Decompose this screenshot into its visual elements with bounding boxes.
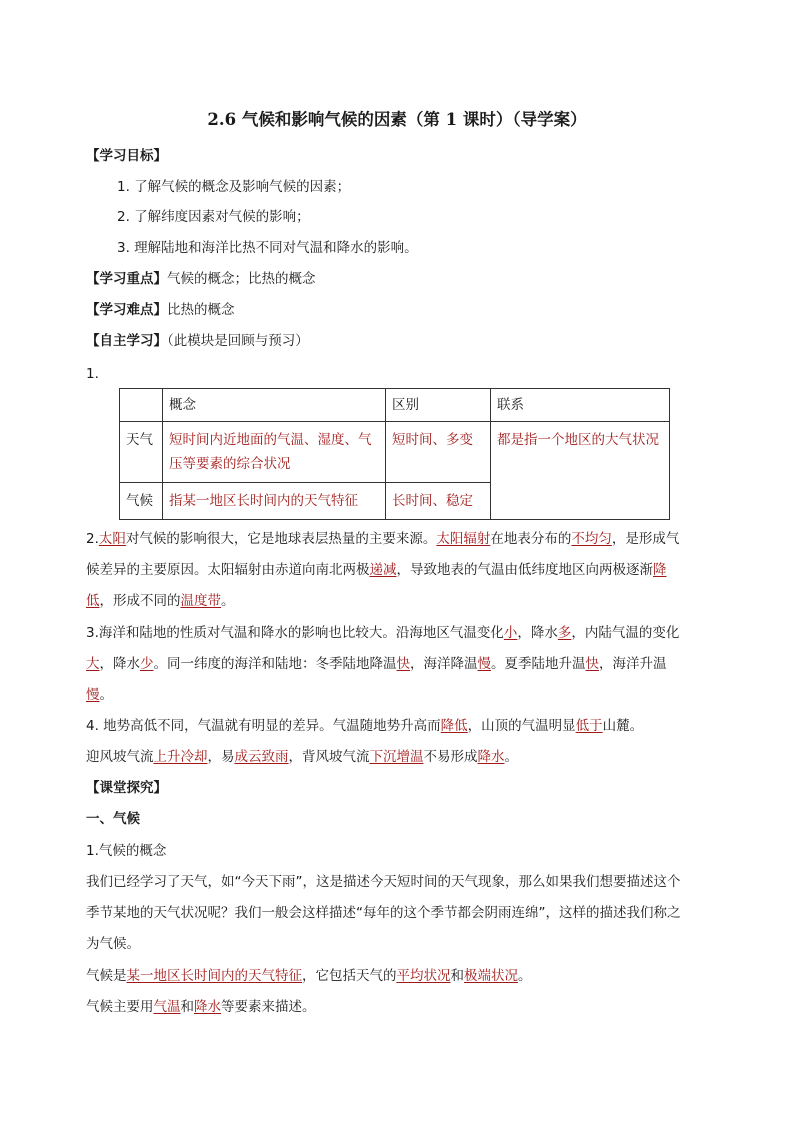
page-title: 2.6 气候和影响气候的因素（第 1 课时）（导学案） <box>207 110 587 129</box>
comparison-table <box>119 388 670 520</box>
p3-text: 。 <box>99 687 113 703</box>
elements-line <box>86 997 316 1017</box>
answer-blank: 低 <box>86 593 100 609</box>
answer-blank: 递减 <box>369 562 397 578</box>
row-label: 气候 <box>120 483 163 520</box>
p3-text: 。夏季陆地升温 <box>491 656 586 672</box>
p3-text: ，降水 <box>517 625 558 641</box>
p4-text: 4. 地势高低不同，气温就有明显的差异。气温随地势升高而 <box>86 718 441 734</box>
weather-diff: 短时间、多变 <box>386 422 491 483</box>
p4-line-1 <box>86 716 643 736</box>
def-text: ，它包括天气的 <box>302 968 397 984</box>
answer-blank: 慢 <box>477 656 491 672</box>
elems-text: 气候主要用 <box>86 999 154 1015</box>
p3-text: 3.海洋和陆地的性质对气温和降水的影响也比较大。沿海地区气温变化 <box>86 625 504 641</box>
p2-line-3 <box>86 591 235 611</box>
p2-text: 在地表分布的 <box>490 531 572 547</box>
answer-blank: 太阳 <box>98 531 126 547</box>
question-number: 1. <box>86 366 99 382</box>
difficulty-text: 比热的概念 <box>167 302 235 318</box>
def-text: 。 <box>518 968 532 984</box>
answer-blank: 少 <box>140 656 154 672</box>
answer-blank: 大 <box>86 656 100 672</box>
p3-text: 。同一纬度的海洋和陆地：冬季陆地降温 <box>153 656 397 672</box>
table-header-cell: 概念 <box>163 389 386 422</box>
row-label: 天气 <box>120 422 163 483</box>
table-header-row <box>120 389 670 422</box>
difficulty-line <box>86 300 235 320</box>
p3-text: ，海洋降温 <box>410 656 478 672</box>
answer-blank: 平均状况 <box>396 968 451 984</box>
key-point-text: 气候的概念；比热的概念 <box>167 271 316 287</box>
p3-line-3 <box>86 685 113 705</box>
answer-blank: 快 <box>585 656 599 672</box>
def-text: 气候是 <box>86 968 127 984</box>
difficulty-label: 【学习难点】 <box>86 302 167 318</box>
p2-text: ，形成不同的 <box>99 593 181 609</box>
p3-text: ，内陆气温的变化 <box>571 625 680 641</box>
answer-blank: 降水 <box>194 999 221 1015</box>
answer-blank: 慢 <box>86 687 100 703</box>
objective-item: 3. 理解陆地和海洋比热不同对气温和降水的影响。 <box>117 240 418 256</box>
elems-text: 等要素来描述。 <box>221 999 316 1015</box>
objectives-heading: 【学习目标】 <box>86 148 167 164</box>
answer-blank: 极端状况 <box>464 968 518 984</box>
p3-text: ，降水 <box>99 656 140 672</box>
key-point-label: 【学习重点】 <box>86 271 167 287</box>
subsection-heading: 1.气候的概念 <box>86 843 167 859</box>
concept-line: 压等要素的综合状况 <box>169 456 291 472</box>
p4-text: ，背风坡气流 <box>288 749 370 765</box>
para-line: 为气候。 <box>86 936 140 952</box>
p2-text: 候差异的主要原因。太阳辐射由赤道向南北两极 <box>86 562 370 578</box>
table-header-cell: 区别 <box>386 389 491 422</box>
p4-text: 山麓。 <box>602 718 644 734</box>
answer-blank: 降低 <box>440 718 468 734</box>
answer-blank: 气温 <box>153 999 181 1015</box>
elems-text: 和 <box>180 999 194 1015</box>
self-study-line <box>86 331 309 351</box>
p4-text: 不易形成 <box>423 749 478 765</box>
explore-heading: 【课堂探究】 <box>86 780 167 796</box>
climate-diff: 长时间、稳定 <box>386 483 491 520</box>
key-point-line <box>86 269 316 289</box>
section-heading: 一、气候 <box>86 811 140 827</box>
self-study-label: 【自主学习】 <box>86 333 167 349</box>
answer-blank: 上升冷却 <box>153 749 208 765</box>
p2-num: 2. <box>86 531 99 547</box>
table-row <box>120 422 670 483</box>
definition-line <box>86 966 532 986</box>
p3-line-1 <box>86 623 679 643</box>
answer-blank: 小 <box>503 625 518 641</box>
p2-text: 对气候的影响很大，它是地球表层热量的主要来源。 <box>125 531 437 547</box>
p4-line-2 <box>86 747 518 767</box>
p4-text: 迎风坡气流 <box>86 749 154 765</box>
answer-blank: 快 <box>396 656 410 672</box>
def-text: 和 <box>450 968 464 984</box>
p2-text: ，是形成气 <box>611 531 680 547</box>
weather-concept <box>163 422 386 483</box>
answer-blank: 太阳辐射 <box>436 531 491 547</box>
climate-concept: 指某一地区长时间内的天气特征 <box>163 483 386 520</box>
p4-text: ，山顶的气温明显 <box>467 718 576 734</box>
p3-text: ，海洋升温 <box>599 656 667 672</box>
answer-blank: 不均匀 <box>571 531 612 547</box>
para-line: 季节某地的天气状况呢？我们一般会这样描述“每年的这个季节都会阴雨连绵”，这样的描述我们称之 <box>86 905 681 921</box>
answer-blank: 某一地区长时间内的天气特征 <box>126 968 302 984</box>
concept-line: 短时间内近地面的气温、湿度、气 <box>169 432 372 448</box>
p4-text: 。 <box>504 749 518 765</box>
link-cell: 都是指一个地区的大气状况 <box>491 422 670 520</box>
answer-blank: 下沉增温 <box>369 749 424 765</box>
answer-blank: 降 <box>653 562 667 578</box>
p4-text: ，易 <box>207 749 235 765</box>
answer-blank: 低于 <box>575 718 603 734</box>
answer-blank: 多 <box>557 625 572 641</box>
answer-blank: 温度带 <box>180 593 221 609</box>
self-study-note: （此模块是回顾与预习） <box>167 333 309 349</box>
answer-blank: 降水 <box>477 749 505 765</box>
p3-line-2 <box>86 654 667 674</box>
table-header-cell <box>120 389 163 422</box>
objective-item: 2. 了解纬度因素对气候的影响； <box>117 209 310 225</box>
para-line: 我们已经学习了天气，如“今天下雨”，这是描述今天短时间的天气现象，那么如果我们想要描述这个 <box>86 874 681 890</box>
p2-text: ，导致地表的气温由低纬度地区向两极逐渐 <box>396 562 653 578</box>
objective-item: 1. 了解气候的概念及影响气候的因素； <box>117 179 351 195</box>
p2-text: 。 <box>221 593 235 609</box>
p2-line-1 <box>86 529 679 549</box>
table-header-cell: 联系 <box>491 389 670 422</box>
p2-line-2 <box>86 560 667 580</box>
answer-blank: 成云致雨 <box>234 749 289 765</box>
